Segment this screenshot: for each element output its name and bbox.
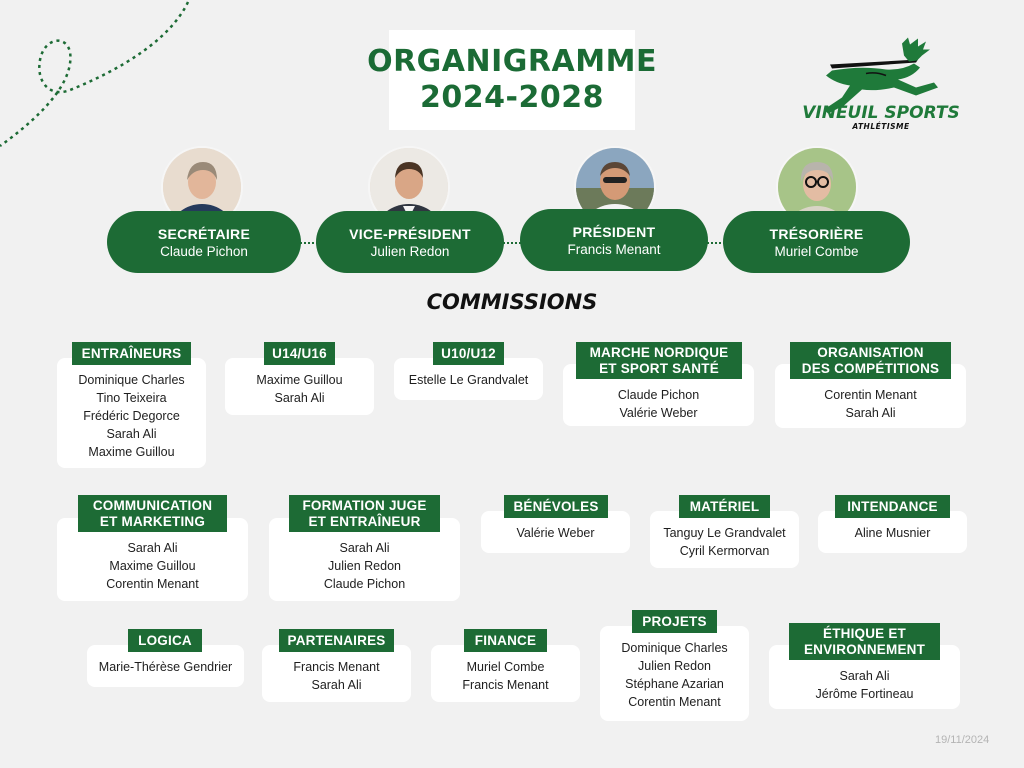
commission-title: U10/U12 <box>441 345 496 361</box>
member: Sarah Ali <box>845 406 896 420</box>
commission-members <box>769 667 960 703</box>
date-stamp: 19/11/2024 <box>935 734 990 746</box>
member: Sarah Ali <box>127 541 178 555</box>
officer-role: PRÉSIDENT <box>572 223 656 240</box>
member: Jérôme Fortineau <box>815 687 914 701</box>
commission-title: ET ENTRAÎNEUR <box>308 513 421 529</box>
commission-tag <box>464 629 547 652</box>
member: Sarah Ali <box>274 391 325 405</box>
commission-title: INTENDANCE <box>847 498 938 514</box>
commission-members <box>57 371 206 461</box>
member: Muriel Combe <box>466 660 545 674</box>
logo-name: VINEUIL SPORTS <box>802 103 960 123</box>
officer-name: Julien Redon <box>370 243 450 259</box>
commission-title: FORMATION JUGE <box>302 497 427 513</box>
decorative-swirl <box>0 0 200 160</box>
commission-members <box>262 658 411 694</box>
commission-tag <box>264 342 335 365</box>
member: Stéphane Azarian <box>625 677 724 691</box>
member: Aline Musnier <box>854 526 931 540</box>
member: Sarah Ali <box>106 427 157 441</box>
commission-title: ENVIRONNEMENT <box>803 641 926 657</box>
member: Estelle Le Grandvalet <box>408 373 529 387</box>
member: Maxime Guillou <box>88 445 175 459</box>
member: Julien Redon <box>328 559 401 573</box>
commission-tag <box>289 495 440 532</box>
member: Valérie Weber <box>619 406 698 420</box>
commission-tag <box>789 623 940 660</box>
member: Corentin Menant <box>824 388 917 402</box>
member: Dominique Charles <box>621 641 728 655</box>
commission-title: LOGICA <box>138 632 192 648</box>
commission-tag <box>679 495 770 518</box>
member: Tanguy Le Grandvalet <box>663 526 786 540</box>
officer-connector <box>503 242 521 244</box>
commission-title: ÉTHIQUE ET <box>822 625 906 641</box>
officer-name: Muriel Combe <box>774 243 859 259</box>
commission-title: FINANCE <box>474 632 537 648</box>
officer-name: Claude Pichon <box>160 243 248 259</box>
commission-title: ENTRAÎNEURS <box>81 345 182 361</box>
member: Francis Menant <box>462 678 549 692</box>
officer-vice-president <box>316 211 504 273</box>
logo-subtitle: ATHLÉTISME <box>852 122 910 131</box>
member: Valérie Weber <box>516 526 595 540</box>
commission-tag <box>790 342 951 379</box>
commission-tag <box>128 629 202 652</box>
commission-title: COMMUNICATION <box>92 497 213 513</box>
commission-members <box>481 524 630 542</box>
commissions-title: COMMISSIONS <box>426 290 598 314</box>
commission-title: ORGANISATION <box>817 344 924 360</box>
commission-members <box>775 386 966 422</box>
title-line-2: 2024-2028 <box>420 80 604 115</box>
commission-title: U14/U16 <box>272 345 327 361</box>
commission-members <box>269 539 460 593</box>
member: Julien Redon <box>638 659 711 673</box>
member: Cyril Kermorvan <box>679 544 770 558</box>
commission-tag <box>835 495 950 518</box>
commission-title: PROJETS <box>642 613 707 629</box>
commission-title: PARTENAIRES <box>287 632 386 648</box>
member: Claude Pichon <box>323 577 406 591</box>
commission-title: BÉNÉVOLES <box>513 498 599 514</box>
commission-tag <box>279 629 394 652</box>
commission-title: ET SPORT SANTÉ <box>599 360 719 376</box>
commission-members <box>87 658 244 676</box>
commission-tag <box>78 495 227 532</box>
commission-members <box>600 639 749 711</box>
commission-members <box>431 658 580 694</box>
member: Sarah Ali <box>839 669 890 683</box>
member: Maxime Guillou <box>256 373 343 387</box>
commission-tag <box>576 342 742 379</box>
commission-members <box>57 539 248 593</box>
member: Claude Pichon <box>617 388 700 402</box>
title-box <box>367 30 657 130</box>
officer-role: TRÉSORIÈRE <box>769 225 864 242</box>
commission-tag <box>504 495 608 518</box>
member: Corentin Menant <box>628 695 721 709</box>
member: Sarah Ali <box>311 678 362 692</box>
member: Sarah Ali <box>339 541 390 555</box>
commission-tag <box>433 342 504 365</box>
commission-members <box>394 371 543 389</box>
officer-role: SECRÉTAIRE <box>157 225 251 242</box>
member: Marie-Thérèse Gendrier <box>98 660 233 674</box>
commission-tag <box>72 342 191 365</box>
officer-president <box>520 209 708 271</box>
commission-members <box>225 371 374 407</box>
commission-title: MARCHE NORDIQUE <box>589 344 729 360</box>
member: Corentin Menant <box>106 577 199 591</box>
commission-members <box>563 386 754 422</box>
member: Francis Menant <box>293 660 380 674</box>
commission-title: MATÉRIEL <box>689 498 760 514</box>
member: Maxime Guillou <box>109 559 196 573</box>
officer-tresoriere <box>723 211 910 273</box>
officer-role: VICE-PRÉSIDENT <box>349 225 471 242</box>
commission-members <box>818 524 967 542</box>
member: Dominique Charles <box>78 373 185 387</box>
commission-members <box>650 524 799 560</box>
officer-secretaire <box>107 211 301 273</box>
member: Frédéric Degorce <box>83 409 180 423</box>
officer-name: Francis Menant <box>567 241 661 257</box>
commission-title: DES COMPÉTITIONS <box>801 360 940 376</box>
commission-title: ET MARKETING <box>99 513 206 529</box>
member: Tino Teixeira <box>96 391 167 405</box>
title-line-1: ORGANIGRAMME <box>367 44 657 79</box>
commission-tag <box>632 610 717 633</box>
